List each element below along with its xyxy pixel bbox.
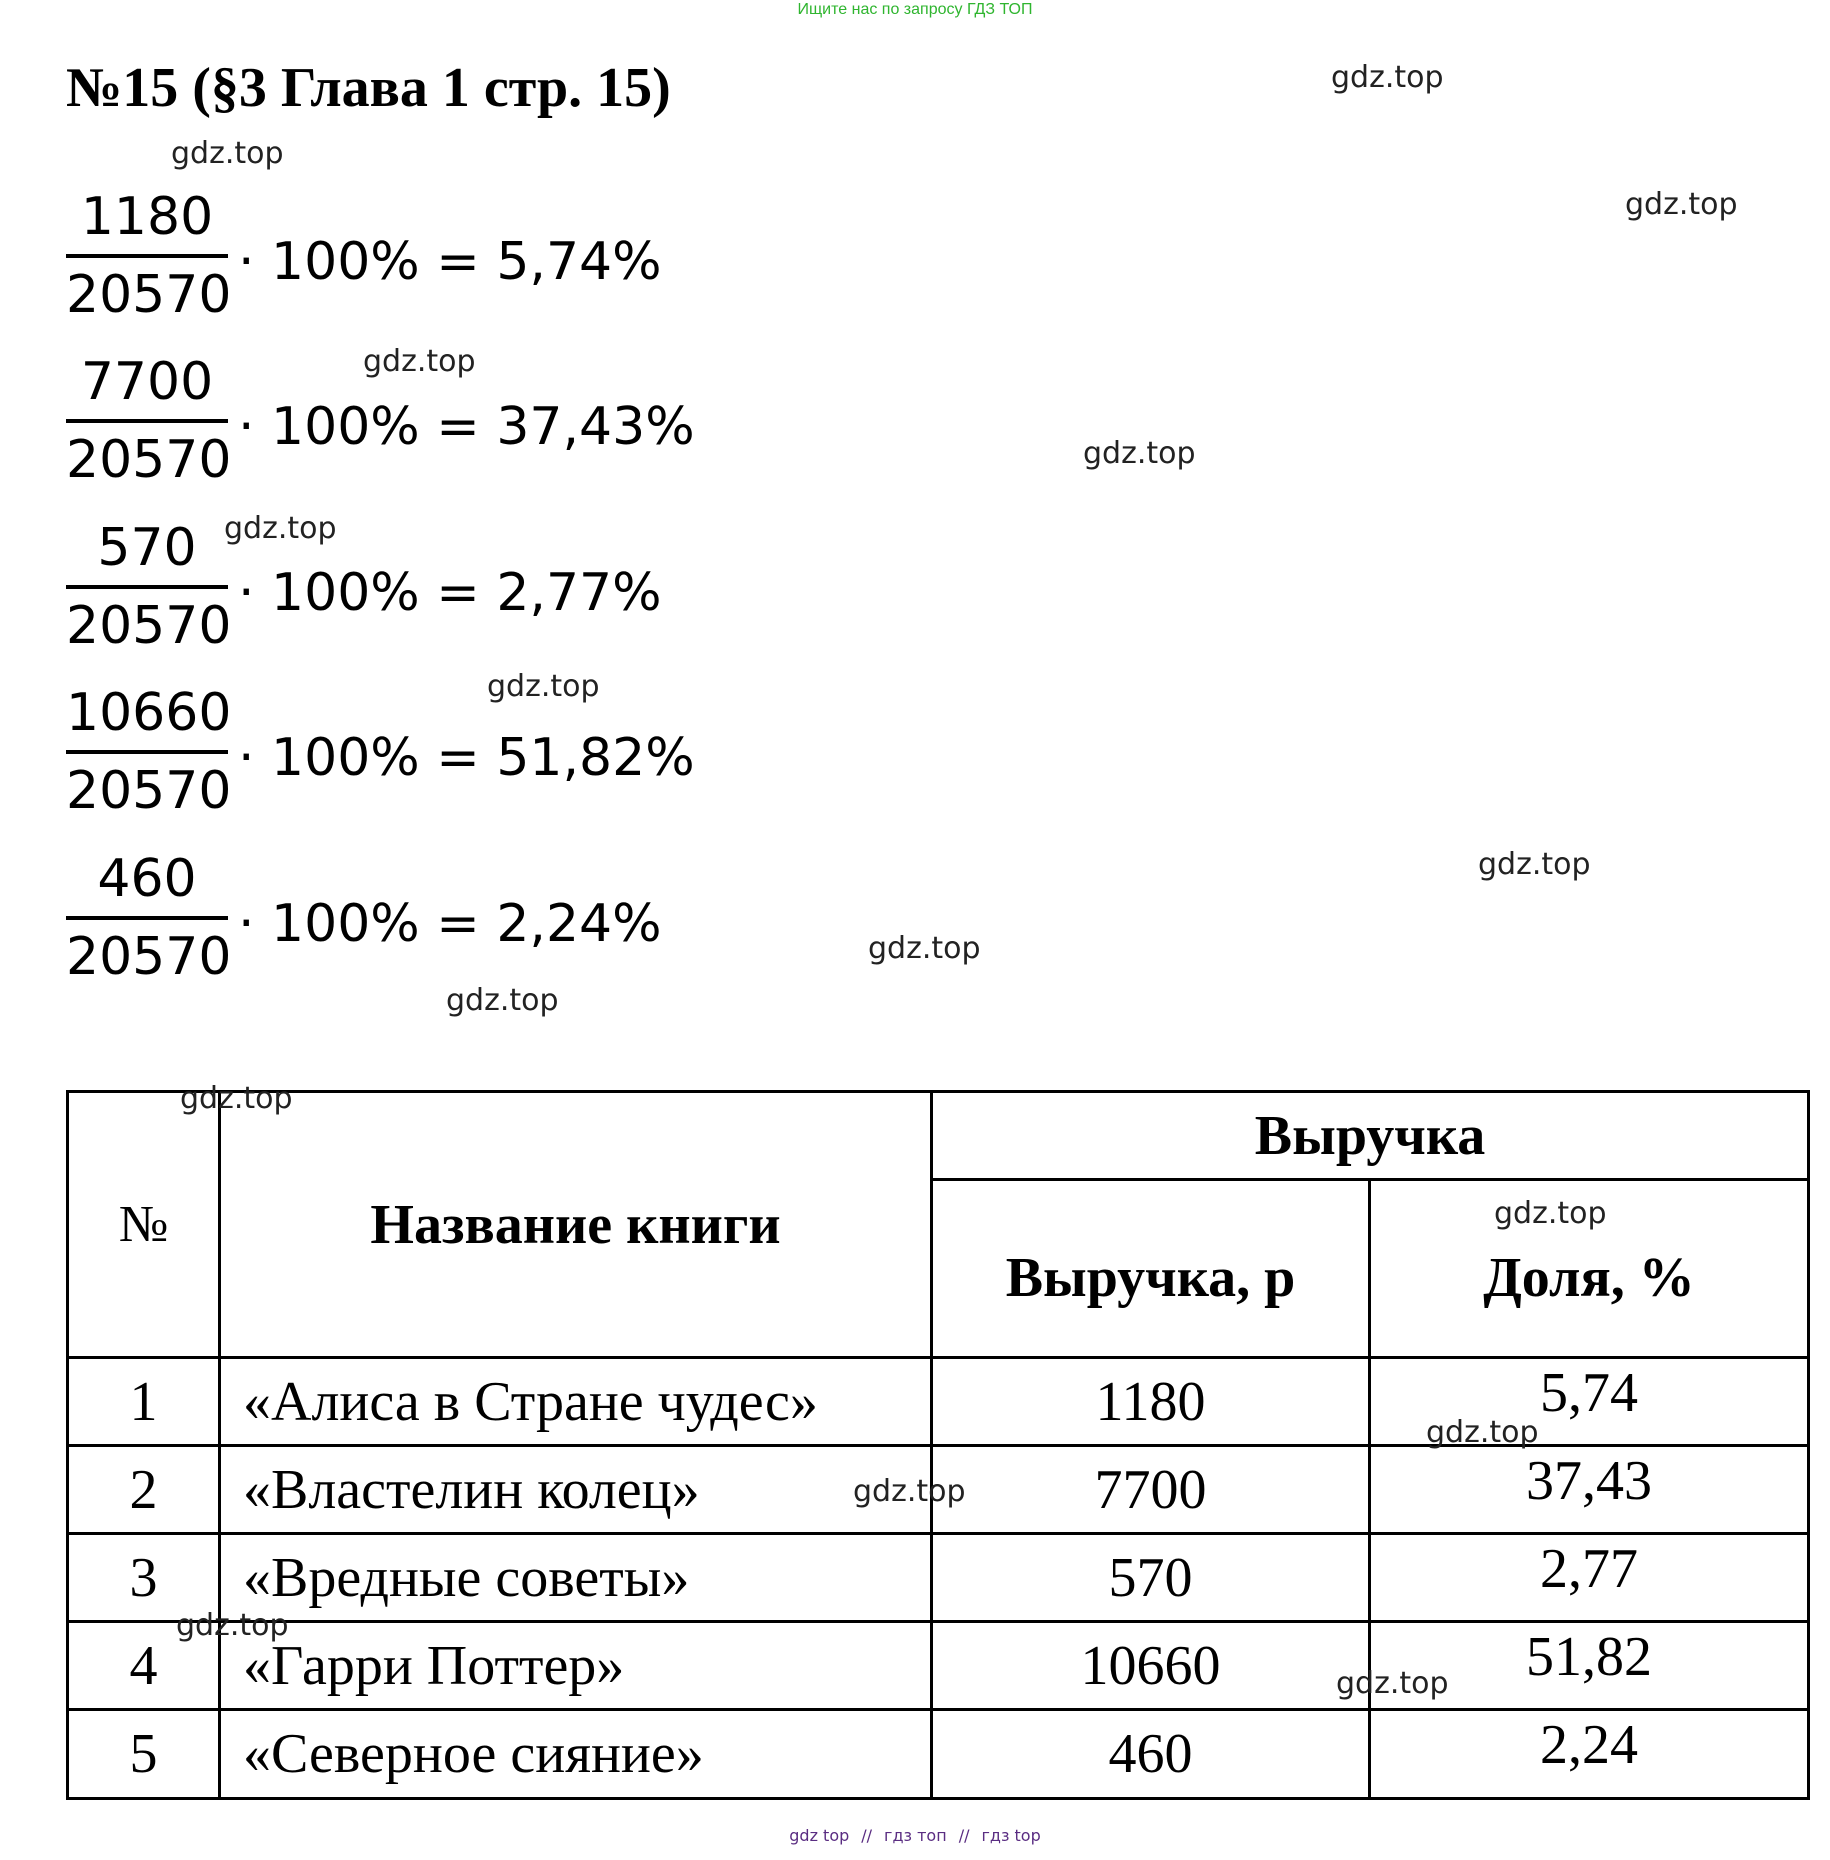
watermark: gdz.top [1426, 1415, 1539, 1450]
row-book-name: «Алиса в Стране чудес» [243, 1370, 818, 1433]
numerator: 570 [97, 518, 197, 578]
header-book-name: Название книги [370, 1193, 781, 1256]
header-share: Доля, % [1483, 1246, 1695, 1309]
denominator: 20570 [66, 265, 232, 325]
watermark: gdz.top [224, 511, 337, 546]
footer-link-gdz-top[interactable]: gdz top [789, 1826, 850, 1845]
row-revenue: 1180 [1095, 1370, 1206, 1433]
watermark: gdz.top [176, 1608, 289, 1643]
footer-links [0, 1826, 1830, 1845]
watermark: gdz.top [1478, 847, 1591, 882]
watermark: gdz.top [1083, 436, 1196, 471]
row-revenue: 570 [1108, 1546, 1193, 1609]
row-revenue: 460 [1108, 1723, 1193, 1785]
row-share: 51,82 [1526, 1626, 1652, 1688]
row-number: 3 [129, 1546, 158, 1609]
top-banner: Ищите нас по запросу ГДЗ ТОП [797, 1, 1033, 18]
row-share: 2,24 [1540, 1714, 1638, 1776]
row-number: 2 [129, 1458, 158, 1521]
header-revenue: Выручка, р [1005, 1246, 1296, 1309]
row-book-name: «Властелин колец» [243, 1458, 700, 1521]
formula-5 [66, 837, 866, 1002]
row-share: 2,77 [1540, 1538, 1638, 1600]
formula-result: · 100% = 5,74% [238, 232, 662, 292]
watermark: gdz.top [446, 983, 559, 1018]
footer-link-gdz-top-ru[interactable]: гдз топ [884, 1826, 947, 1845]
row-book-name: «Гарри Поттер» [243, 1634, 625, 1697]
row-revenue: 10660 [1080, 1634, 1221, 1697]
watermark: gdz.top [853, 1474, 966, 1509]
numerator: 10660 [66, 683, 232, 743]
footer-separator: // [958, 1826, 970, 1845]
footer-link-gdz-top-mixed[interactable]: гдз top [981, 1826, 1041, 1845]
formula-result: · 100% = 2,24% [238, 894, 662, 954]
row-book-name: «Северное сияние» [243, 1723, 704, 1785]
formula-3 [66, 506, 866, 671]
header-revenue-group: Выручка [1254, 1104, 1486, 1167]
fraction-bar [66, 419, 228, 423]
watermark: gdz.top [868, 931, 981, 966]
formula-result: · 100% = 37,43% [238, 397, 695, 457]
row-number: 5 [129, 1723, 158, 1785]
row-share: 5,74 [1540, 1362, 1638, 1424]
denominator: 20570 [66, 761, 232, 821]
fraction [66, 506, 232, 671]
row-book-name: «Вредные советы» [243, 1546, 690, 1609]
watermark: gdz.top [1331, 60, 1444, 95]
formula-4 [66, 671, 866, 836]
fraction-bar [66, 585, 228, 589]
row-revenue: 7700 [1094, 1458, 1207, 1521]
numerator: 1180 [80, 187, 214, 247]
denominator: 20570 [66, 927, 232, 987]
header-number: № [118, 1195, 169, 1253]
formula-result: · 100% = 51,82% [238, 728, 695, 788]
denominator: 20570 [66, 596, 232, 656]
watermark: gdz.top [171, 136, 284, 171]
page-title: №15 (§3 Глава 1 стр. 15) [66, 57, 671, 119]
watermark: gdz.top [487, 669, 600, 704]
watermark: gdz.top [1494, 1196, 1607, 1231]
numerator: 7700 [80, 352, 214, 412]
row-share: 37,43 [1526, 1450, 1652, 1512]
fraction-bar [66, 916, 228, 920]
footer-separator: // [861, 1826, 873, 1845]
fraction [66, 837, 232, 1002]
row-number: 1 [129, 1370, 158, 1433]
fraction [66, 340, 232, 505]
denominator: 20570 [66, 430, 232, 490]
row-number: 4 [129, 1634, 158, 1697]
watermark: gdz.top [363, 344, 476, 379]
fraction [66, 175, 232, 340]
watermark: gdz.top [1336, 1666, 1449, 1701]
fraction-bar [66, 254, 228, 258]
formula-result: · 100% = 2,77% [238, 563, 662, 623]
watermark: gdz.top [1625, 187, 1738, 222]
numerator: 460 [97, 849, 197, 909]
formula-1 [66, 175, 866, 340]
table-border-bottom [66, 1797, 1810, 1800]
watermark: gdz.top [180, 1081, 293, 1116]
fraction-bar [66, 750, 228, 754]
fraction [66, 671, 232, 836]
